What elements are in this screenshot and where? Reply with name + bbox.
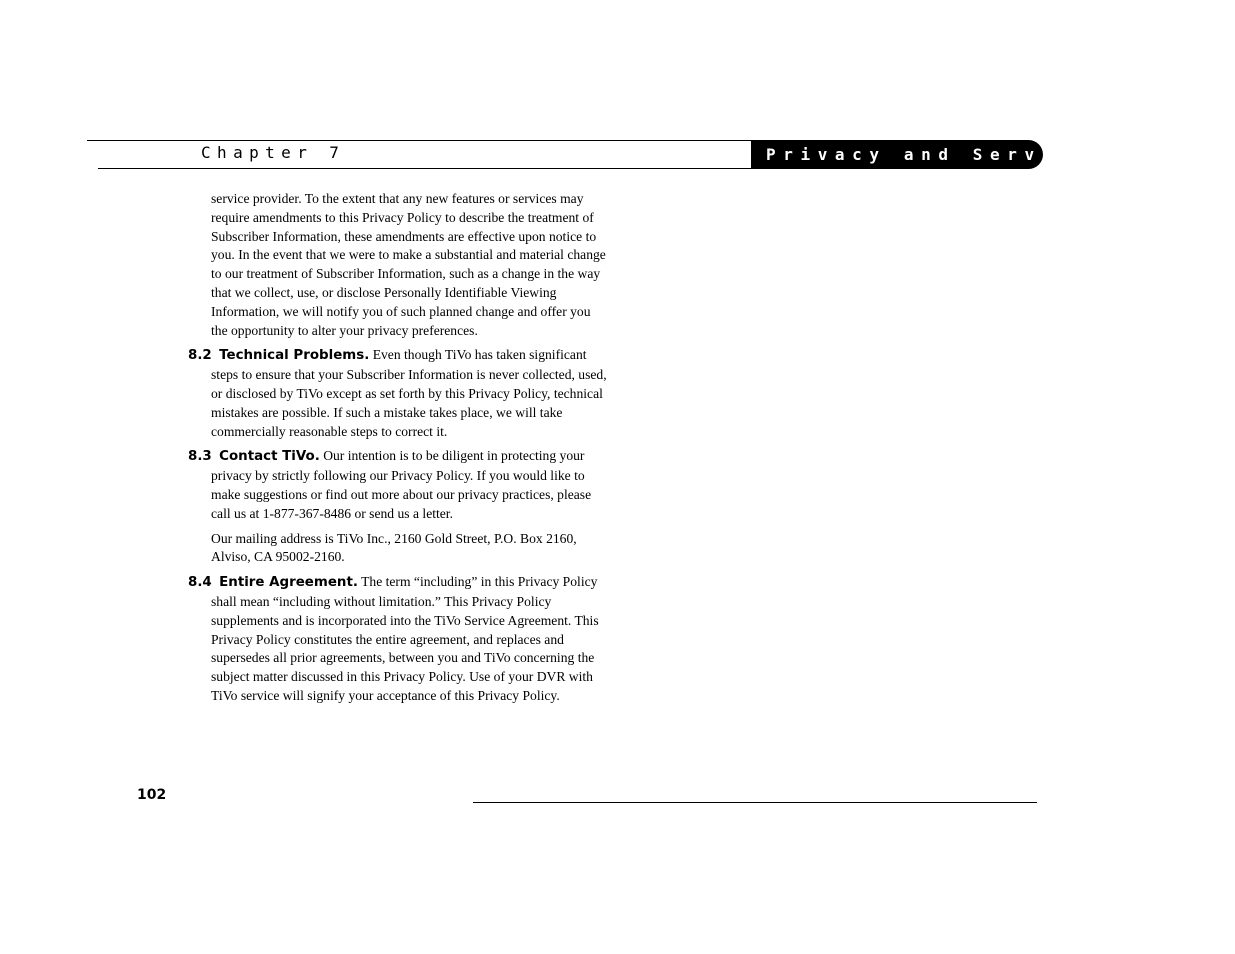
mailing-address-paragraph: Our mailing address is TiVo Inc., 2160 Gold Street, P.O. Box 2160, Alviso, CA 95002-2160. [211, 530, 577, 565]
header-top-rule [87, 140, 751, 141]
body-text [188, 190, 608, 712]
section-8-4 [188, 573, 608, 706]
section-number: 8.3 [188, 449, 212, 465]
header-bottom-rule [98, 168, 751, 169]
section-heading: Entire Agreement. [219, 575, 358, 591]
section-title-tab [751, 140, 1094, 169]
section-heading: Technical Problems. [219, 348, 370, 364]
section-number: 8.4 [188, 575, 212, 591]
section-8-2 [188, 346, 608, 441]
intro-paragraph: service provider. To the extent that any new features or services may require amendments to this Privacy Policy to describe the treatment of Subscriber Information, these amendments are effective upon notice to you. In the event that we were to make a substantial and material change to our treatment of Subscriber Information, such as a change in the way that we collect, use, or disclose Personally Identifiable Viewing Information, we will notify you of such planned change and offer you the opportunity to alter your privacy preferences. [211, 191, 606, 338]
section-text: The term “including” in this Privacy Policy shall mean “including without limitation.” This Privacy Policy supplements and is incorporated into the TiVo Service Agreement. This Privacy Policy constitutes the entire agreement, and replaces and supersedes all prior agreements, between you and TiVo concerning the subject matter discussed in this Privacy Policy. Use of your DVR with TiVo service will signify your acceptance of this Privacy Policy. [211, 574, 599, 703]
section-8-3 [188, 447, 608, 523]
chapter-label: Chapter 7 [201, 143, 346, 162]
section-heading: Contact TiVo. [219, 449, 320, 465]
section-text: Even though TiVo has taken significant steps to ensure that your Subscriber Information is never collected, used, or disclosed by TiVo except as set forth by this Privacy Policy, technical mistakes are possible. If such a mistake takes place, we will take commercially reasonable steps to correct it. [211, 347, 607, 439]
section-number: 8.2 [188, 348, 212, 364]
footer-rule [473, 802, 1037, 803]
page-number: 102 [137, 787, 167, 803]
section-text: Our intention is to be diligent in protecting your privacy by strictly following our Privacy Policy. If you would like to make suggestions or find out more about our privacy practices, please call us at 1-877-367-8486 or send us a letter. [211, 448, 592, 521]
section-title: Privacy and Service [766, 145, 1094, 164]
